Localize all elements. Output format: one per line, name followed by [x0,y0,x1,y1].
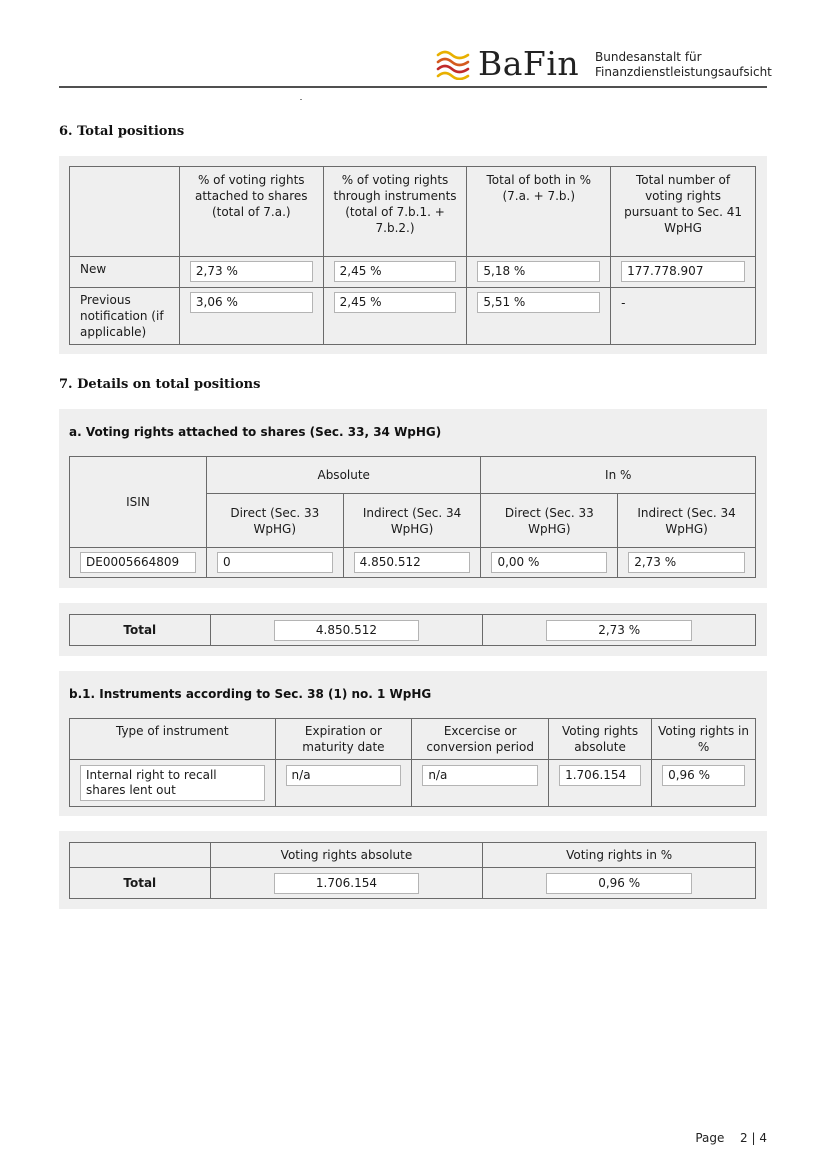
pct-direct-field[interactable]: 0,00 % [491,552,607,573]
logo-text: BaFin [478,43,580,83]
section-6-title: 6. Total positions [59,124,185,139]
bafin-wave-icon [436,46,470,80]
shares-voting-rights-table [69,456,756,578]
table-row [70,868,756,899]
table-row [70,548,756,578]
page-label: Page [695,1131,725,1145]
exercise-field[interactable]: n/a [422,765,538,786]
col-total-both: Total of both in % (7.a. + 7.b.) [467,167,611,257]
instruments-total-abs-field[interactable]: 1.706.154 [274,873,420,894]
new-shares-pct-field[interactable]: 2,73 % [190,261,313,282]
new-total-number-field[interactable]: 177.778.907 [621,261,745,282]
isin-field[interactable]: DE0005664809 [80,552,196,573]
col-isin: ISIN [70,457,207,548]
total-col-voting-pct: Voting rights in % [483,843,756,868]
table-row [70,760,756,807]
col-voting-rights-shares: % of voting rights attached to shares (total of 7.a.) [179,167,323,257]
shares-total-label: Total [70,615,211,646]
instruments-panel [59,671,767,816]
total-col-voting-abs: Voting rights absolute [210,843,483,868]
shares-total-pct-field[interactable]: 2,73 % [546,620,692,641]
shares-voting-rights-panel [59,409,767,588]
row-label-previous: Previous notification (if applicable) [70,288,180,345]
instruments-table [69,718,756,807]
col-pct-indirect: Indirect (Sec. 34 WpHG) [618,494,756,548]
col-in-percent: In % [481,457,756,494]
col-exercise: Excercise or conversion period [412,719,549,760]
instruments-total-table [69,842,756,899]
shares-total-panel [59,603,767,656]
authority-name: Bundesanstalt für Finanzdienstleistungsaufsicht [595,50,772,79]
voting-pct-field[interactable]: 0,96 % [662,765,745,786]
col-total-number: Total number of voting rights pursuant to Sec. 41 WpHG [611,167,756,257]
table-header-row [70,167,756,257]
instrument-type-field[interactable]: Internal right to recall shares lent out [80,765,265,801]
col-voting-abs: Voting rights absolute [549,719,652,760]
col-pct-direct: Direct (Sec. 33 WpHG) [481,494,618,548]
table-row [70,288,756,345]
instruments-total-panel [59,831,767,909]
page-number: 2 | 4 [740,1131,767,1145]
bafin-logo [436,43,580,83]
section-7-title: 7. Details on total positions [59,377,261,392]
col-voting-pct: Voting rights in % [652,719,756,760]
new-instruments-pct-field[interactable]: 2,45 % [334,261,457,282]
total-positions-table [69,166,756,345]
table-row [70,257,756,288]
col-abs-direct: Direct (Sec. 33 WpHG) [206,494,343,548]
expiration-field[interactable]: n/a [286,765,402,786]
prev-instruments-pct-field[interactable]: 2,45 % [334,292,457,313]
total-positions-panel [59,156,767,354]
shares-total-abs-field[interactable]: 4.850.512 [274,620,420,641]
table-header-row [70,843,756,868]
prev-total-number-value: - [611,288,756,345]
col-absolute: Absolute [206,457,481,494]
prev-shares-pct-field[interactable]: 3,06 % [190,292,313,313]
empty-header-cell [70,167,180,257]
shares-total-table [69,614,756,646]
col-instrument-type: Type of instrument [70,719,276,760]
instruments-total-pct-field[interactable]: 0,96 % [546,873,692,894]
empty-header-cell [70,843,211,868]
table-row [70,615,756,646]
new-total-pct-field[interactable]: 5,18 % [477,261,600,282]
abs-direct-field[interactable]: 0 [217,552,333,573]
table-header-row [70,719,756,760]
prev-total-pct-field[interactable]: 5,51 % [477,292,600,313]
divider-dot [300,99,302,100]
abs-indirect-field[interactable]: 4.850.512 [354,552,471,573]
row-label-new: New [70,257,180,288]
col-abs-indirect: Indirect (Sec. 34 WpHG) [343,494,481,548]
instruments-total-label: Total [70,868,211,899]
page-footer [695,1131,767,1145]
shares-voting-rights-title: a. Voting rights attached to shares (Sec. 33, 34 WpHG) [69,425,442,439]
pct-indirect-field[interactable]: 2,73 % [628,552,745,573]
col-expiration: Expiration or maturity date [275,719,412,760]
instruments-title: b.1. Instruments according to Sec. 38 (1) no. 1 WpHG [69,687,432,701]
page-header [59,42,772,88]
voting-abs-field[interactable]: 1.706.154 [559,765,641,786]
col-voting-rights-instruments: % of voting rights through instruments (total of 7.b.1. + 7.b.2.) [323,167,467,257]
